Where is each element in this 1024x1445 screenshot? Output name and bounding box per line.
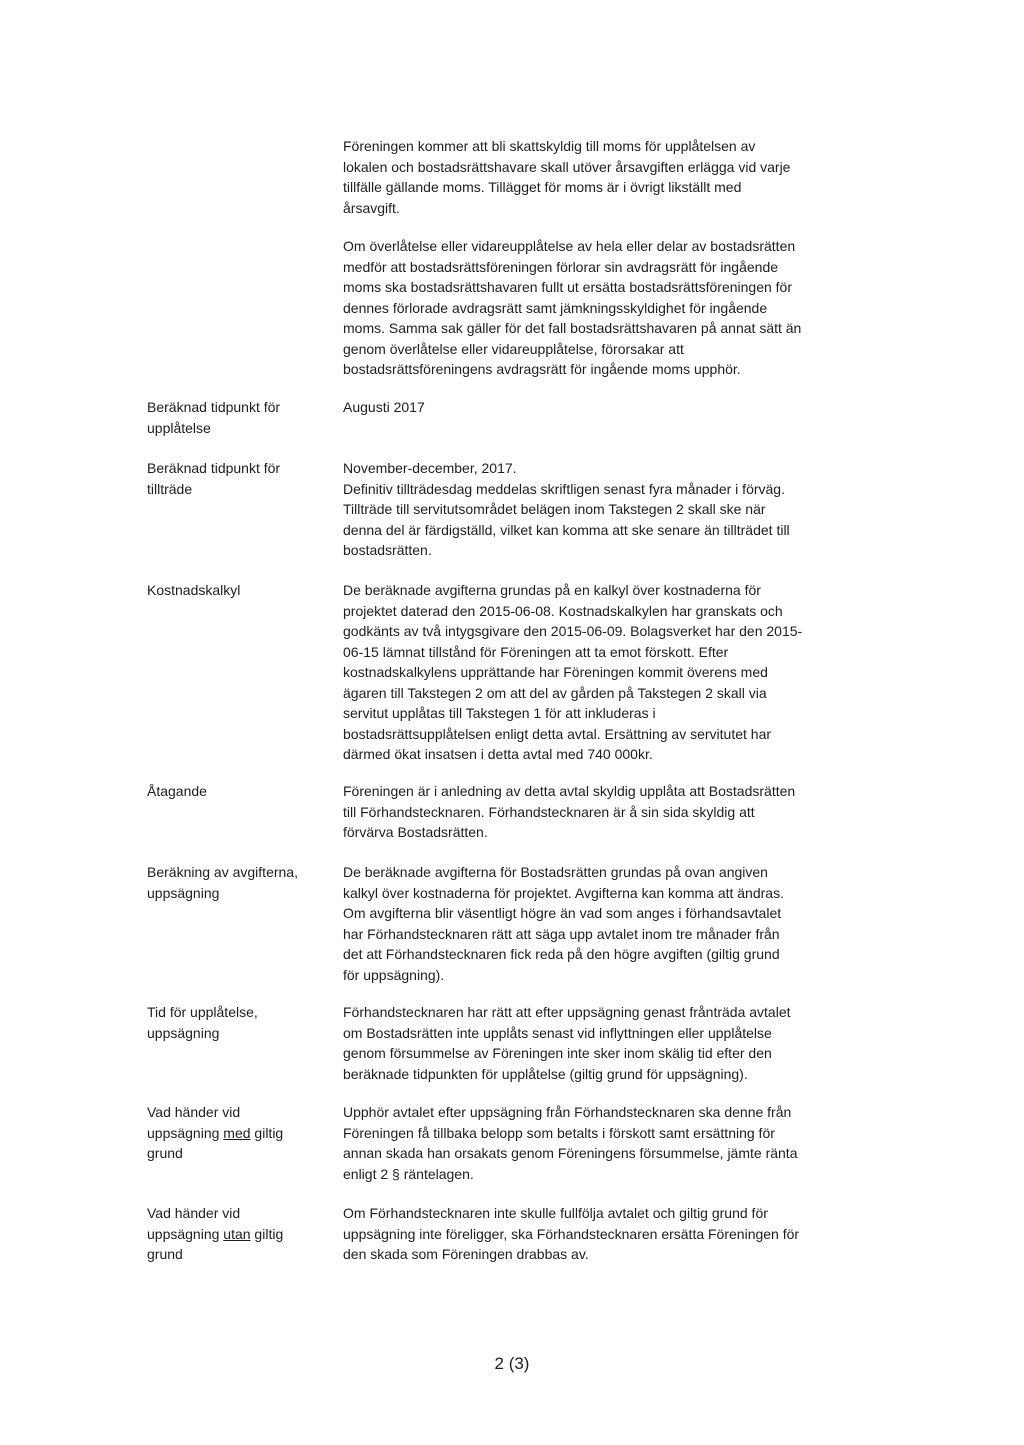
emphasis-utan: utan [223,1225,251,1242]
section-label-kostnadskalkyl: Kostnadskalkyl [147,582,241,598]
page-number: 2 (3) [494,1354,530,1373]
section-label-upplatelse-date: Beräknad tidpunkt för upplåtelse [147,399,281,436]
section-label-atagande: Åtagande [147,783,207,799]
section-value-med-giltig-grund: Upphör avtalet efter uppsägning från Förhandstecknaren ska denne från Föreningen få tillbaka belopp som betalts i förskott samt ersättning för annan skada han orsakats genom Föreningens försummelse, jämte ränta enligt 2 § räntelagen. [343,1104,798,1182]
section-value-avgifter: De beräknade avgifterna för Bostadsrätten grundas på ovan angiven kalkyl över kostnaderna för projektet. Avgifterna kan komma att ändras. Om avgifterna blir väsentligt högre än vad som anges i förhandsavtalet har Förhandstecknaren rätt att säga upp avtalet inom tre månader från det att Förhandstecknaren fick reda på den högre avgiften (giltig grund för uppsägning). [343,864,784,983]
section-label-utan-giltig-grund: Vad händer vid uppsägning utan giltig grund [147,1205,284,1262]
emphasis-med: med [223,1124,251,1141]
section-value-utan-giltig-grund: Om Förhandstecknaren inte skulle fullfölja avtalet och giltig grund för uppsägning inte föreligger, ska Förhandstecknaren ersätta Föreningen för den skada som Föreningen drabbas av. [343,1205,800,1262]
section-label-med-giltig-grund: Vad händer vid uppsägning med giltig grund [147,1104,284,1161]
vat-paragraph: Föreningen kommer att bli skattskyldig till moms för upplåtelsen av lokalen och bostadsrättshavare skall utöver årsavgiften erlägga vid varje tillfälle gällande moms. Tillägget för moms är i övrigt likställt med årsavgift. [343,138,791,216]
section-label-tilltrade-date: Beräknad tidpunkt för tillträde [147,460,281,497]
section-value-tid-upplatelse: Förhandstecknaren har rätt att efter uppsägning genast frånträda avtalet om Bostadsrätten inte upplåts senast vid inflyttningen eller upplåtelse genom försummelse av Föreningen inte sker inom skälig tid efter den beräknade tidpunkten för upplåtelse (giltig grund för uppsägning). [343,1004,791,1082]
deduction-paragraph: Om överlåtelse eller vidareupplåtelse av hela eller delar av bostadsrätten medför att bostadsrättsföreningen förlorar sin avdragsrätt för ingående moms ska bostadsrättshavaren fullt ut ersätta bostadsrättsföreningen för dennes förlorade avdragsrätt samt jämkningsskyldighet för ingående moms. Samma sak gäller för det fall bostadsrättshavaren på annat sätt än genom överlåtelse eller vidareupplåtelse, förorsakar att bostadsrättsföreningens avdragsrätt för ingående moms upphör. [343,238,802,377]
section-label-avgifter: Beräkning av avgifterna, uppsägning [147,864,298,901]
section-value-atagande: Föreningen är i anledning av detta avtal skyldig upplåta att Bostadsrätten till Förhandstecknaren. Förhandstecknaren är å sin sida skyldig att förvärva Bostadsrätten. [343,783,796,840]
section-value-kostnadskalkyl: De beräknade avgifterna grundas på en kalkyl över kostnaderna för projektet daterad den 2015-06-08. Kostnadskalkylen har granskats och godkänts av två intygsgivare den 2015-06-09. Bolagsverket har den 2015- 06-15 lämnat tillstånd för Föreningen att ta emot förskott. Efter kostnadskalkylens upprättande har Föreningen kommit överens med ägaren till Takstegen 2 om att del av gården på Takstegen 2 skall via servitut upplåtas till Takstegen 1 för att inkluderas i bostadsrättsupplåtelsen enligt detta avtal. Ersättning av servitutet har därmed ökat insatsen i detta avtal med 740 000kr. [343,582,803,762]
section-value-tilltrade-date: November-december, 2017. Definitiv tillträdesdag meddelas skriftligen senast fyra månader i förväg. Tillträde till servitutsområdet belägen inom Takstegen 2 skall ske när denna del är färdigställd, vilket kan komma att ske senare än tillträdet till bostadsrätten. [343,460,790,558]
section-value-upplatelse-date: Augusti 2017 [343,399,425,415]
section-label-tid-upplatelse: Tid för upplåtelse, uppsägning [147,1004,258,1041]
